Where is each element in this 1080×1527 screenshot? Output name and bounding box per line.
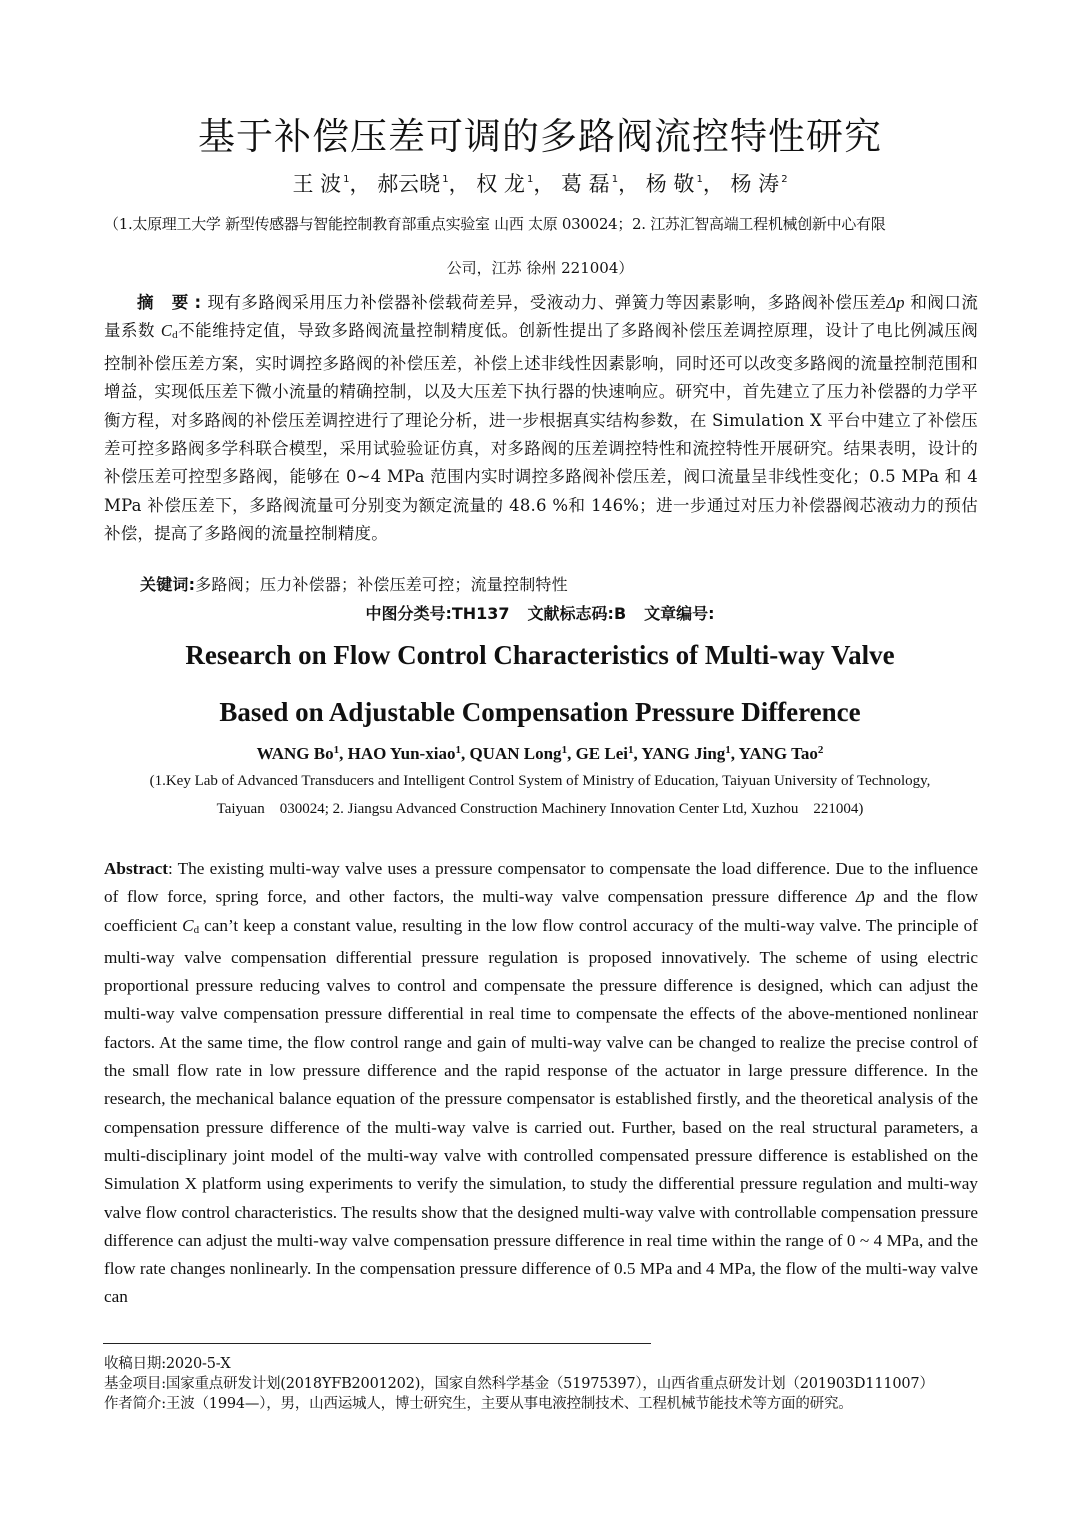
english-affiliation-line-2: Taiyuan 030024; 2. Jiangsu Advanced Construction Machinery Innovation Center Ltd, Xuzhou 221004): [216, 801, 864, 817]
english-title-line-1: Research on Flow Control Characteristics of Multi-way Valve: [185, 640, 895, 670]
author-name: 杨 敬: [645, 172, 695, 196]
received-date-value: 2020-5-X: [165, 1356, 231, 1372]
affiliation-mark: 1: [561, 744, 568, 756]
english-affiliation-line-1: (1.Key Lab of Advanced Transducers and Intelligent Control System of Ministry of Education, Taiyuan University of Technology,: [149, 773, 931, 789]
author-name: YANG Jing: [641, 744, 726, 763]
affiliation-mark: 1: [455, 744, 461, 756]
author-bio-footnote: [104, 1392, 853, 1413]
chinese-abstract: [104, 289, 978, 549]
english-abstract-text: and the flow coefficient: [104, 887, 978, 935]
article-number-label: 文章编号:: [644, 604, 715, 623]
funding-label: 基金项目:: [104, 1376, 166, 1392]
delta-p-symbol: Δp: [886, 293, 905, 312]
chinese-abstract-text: 现有多路阀采用压力补偿器补偿载荷差异，受液动力、弹簧力等因素影响，多路阀补偿压差: [207, 293, 887, 312]
english-author-list: WANG Bo$^1$, HAO Yun-xiao$^1$, QUAN Long$^1$, GE Lei$^1$, YANG Jing$^1$, YANG Tao$^2$: [256, 744, 824, 763]
chinese-keywords: [140, 571, 980, 599]
cd-symbol-subscript: d: [193, 923, 200, 936]
english-abstract: [104, 855, 978, 1312]
chinese-abstract-text: 和阀口流量系数: [104, 293, 979, 341]
affiliation-mark: 1: [611, 174, 619, 185]
author-name: HAO Yun-xiao: [347, 744, 456, 763]
clc-label: 中图分类号:: [365, 604, 452, 623]
clc-value: TH137: [451, 604, 510, 623]
author-name: 葛 磊: [561, 172, 610, 196]
english-abstract-label: Abstract: [104, 859, 168, 878]
affiliation-mark: 1: [627, 744, 634, 756]
cd-symbol: [182, 916, 199, 935]
chinese-affiliation-line-1: （1.太原理工大学 新型传感器与智能控制教育部重点实验室 山西 太原 030024；2. 江苏汇智高端工程机械创新中心有限: [104, 215, 886, 233]
affiliation-mark: 1: [442, 174, 449, 185]
footnote-divider: [103, 1343, 651, 1344]
author-name: GE Lei: [575, 744, 628, 763]
affiliation-mark: 1: [343, 174, 350, 185]
funding-footnote: [104, 1372, 934, 1393]
cd-symbol-base: C: [160, 321, 173, 341]
chinese-abstract-text: 不能维持定值，导致多路阀流量控制精度低。创新性提出了多路阀补偿压差调控原理，设计了电比例减压阀控制补偿压差方案，实时调控多路阀的补偿压差，补偿上述非线性因素影响，同时还可以改变多路阀的流量控制范围和增益，实现低压差下微小流量的精确控制，以及大压差下执行器的快速响应。研究中，首先建立了压力补偿器的力学平衡方程，对多路阀的补偿压差调控进行了理论分析，进一步根据真实结构参数，在 Simulation X 平台中建立了补偿压差可控多路阀多学科联合模型，采用试验验证仿真，对多路阀的压差调控特性和流控特性开展研究。结果表明，设计的补偿压差可控型多路阀，能够在 0~4 MPa 范围内实时调控多路阀补偿压差，阀口流量呈非线性变化；0.5 MPa 和 4 MPa 补偿压差下，多路阀流量可分别变为额定流量的 48.6 %和 146%；进一步通过对压力补偿器阀芯液动力的预估补偿，提高了多路阀的流量控制精度。: [104, 321, 979, 544]
english-title-line-2: Based on Adjustable Compensation Pressure Difference: [219, 697, 861, 727]
english-abstract-text: can’t keep a constant value, resulting in the low flow control accuracy of the multi-way valve. The principle of multi-way valve compensation differential pressure regulation is proposed innovatively. The scheme of using electric proportional pressure reducing valves to control and compensate the pressure difference is designed, which can adjust the multi-way valve compensation pressure differential in real time to compensate the effects of the above-mentioned nonlinear factors. At the same time, the flow control range and gain of multi-way valve can be changed to realize the precise control of the small flow rate in low pressure difference and the rapid response of the actuator in large pressure difference. In the research, the mechanical balance equation of the pressure compensator is established firstly, and the theoretical analysis of the compensation pressure difference of the multi-way valve is carried out. Further, based on the real structural parameters, a multi-disciplinary joint model of the multi-way valve with controlled compensated pressure difference is established on the Simulation X platform using experiments to verify the simulation, to study the differential pressure regulation and multi-way valve flow control characteristics. The results show that the designed multi-way valve with controllable compensation pressure difference can adjust the multi-way valve compensation pressure difference in real time within the range of 0 ~ 4 MPa, and the flow rate changes nonlinearly. In the compensation pressure difference of 0.5 MPa and 4 MPa, the flow of the multi-way valve can: [104, 915, 978, 1307]
author-name: 权 龙: [476, 172, 525, 196]
cd-symbol-base: C: [182, 915, 194, 935]
affiliation-mark: 1: [526, 174, 534, 185]
affiliation-mark: 1: [333, 744, 340, 756]
doc-code-label: 文献标志码:: [527, 604, 614, 623]
doc-code-value: B: [613, 604, 627, 623]
chinese-author-list: 王 波 $^1$， 郝云晓 $^1$， 权 龙 $^1$， 葛 磊 $^1$， 杨 敬 $^1$， 杨 涛 $^2$: [292, 172, 788, 196]
affiliation-mark: 2: [781, 174, 788, 185]
received-date-footnote: [104, 1352, 231, 1373]
chinese-abstract-label: 摘 要:: [137, 293, 208, 312]
keywords-text: 多路阀；压力补偿器；补偿压差可控；流量控制特性: [195, 575, 568, 594]
classification-line: [0, 601, 1080, 624]
keywords-label: 关键词:: [140, 575, 196, 594]
delta-p-symbol: Δp: [855, 887, 875, 907]
author-bio-value: 王波（1994—），男，山西运城人，博士研究生，主要从事电液控制技术、工程机械节能技术等方面的研究。: [165, 1396, 853, 1412]
english-abstract-text: : The existing multi-way valve uses a pressure compensator to compensate the load difference. Due to the influence of flow force, spring force, and other factors, the multi-way valve compensation pressure difference: [104, 859, 978, 907]
author-name: 王 波: [292, 172, 342, 196]
affiliation-mark: 2: [817, 744, 824, 756]
affiliation-mark: 1: [696, 174, 703, 185]
cd-symbol-subscript: d: [172, 329, 178, 342]
chinese-title: 基于补偿压差可调的多路阀流控特性研究: [198, 115, 882, 158]
author-name: 杨 涛: [730, 172, 780, 196]
author-name: QUAN Long: [469, 744, 562, 763]
author-name: YANG Tao: [738, 744, 818, 763]
chinese-affiliation-line-2: 公司，江苏 徐州 221004）: [446, 259, 634, 277]
author-bio-label: 作者简介:: [104, 1396, 166, 1412]
affiliation-mark: 1: [725, 744, 731, 756]
funding-value: 国家重点研发计划(2018YFB2001202)，国家自然科学基金（51975397），山西省重点研发计划（201903D111007）: [165, 1376, 934, 1392]
author-name: 郝云晓: [377, 172, 441, 196]
received-date-label: 收稿日期:: [104, 1356, 166, 1372]
cd-symbol: [161, 321, 178, 340]
author-name: WANG Bo: [256, 744, 334, 763]
